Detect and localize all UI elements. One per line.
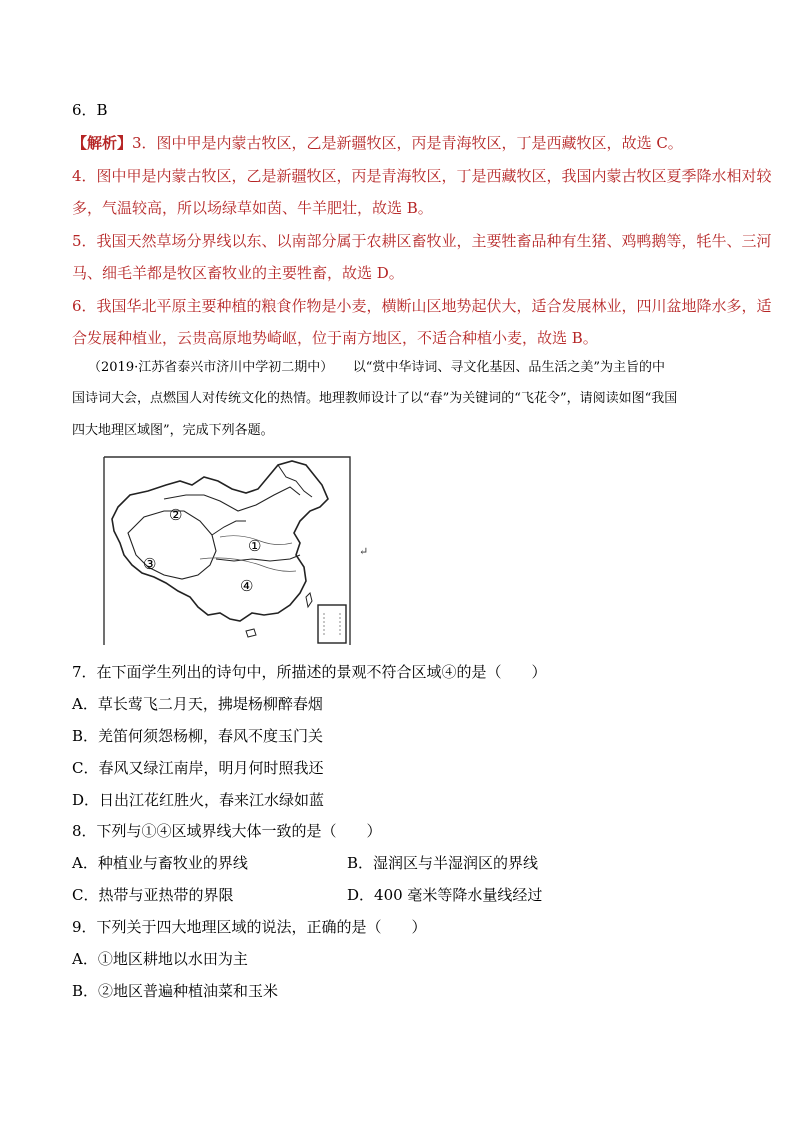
- q9-option-b: B．②地区普遍种植油菜和玉米: [72, 982, 279, 1000]
- south-sea-inset: [318, 605, 346, 643]
- boundary-east-west: [212, 521, 246, 535]
- q8-row-1: [72, 853, 734, 873]
- analysis-tag: 【解析】: [72, 134, 133, 152]
- q7-option-a: A．草长莺飞二月天，拂堤杨柳醉春烟: [72, 695, 323, 713]
- region-1-label: ①: [248, 537, 262, 555]
- q9-stem: 9．下列关于四大地理区域的说法，正确的是（ ）: [72, 918, 427, 936]
- answer-6: 6．B: [72, 101, 108, 119]
- q8-option-b: B．湿润区与半湿润区的界线: [347, 854, 539, 872]
- region-2-label: ②: [169, 506, 183, 524]
- q7-option-d: D．日出江花红胜火，春来江水绿如蓝: [72, 791, 325, 809]
- boundary-north-northwest: [164, 487, 300, 511]
- boundary-north-south: [216, 555, 300, 561]
- q8-option-c: C．热带与亚热带的界限: [72, 886, 234, 904]
- analysis-4-line2: 多，气温较高，所以场绿草如茵、牛羊肥壮，故选 B。: [72, 199, 433, 217]
- q7-stem: 7．在下面学生列出的诗句中，所描述的景观不符合区域④的是（ ）: [72, 663, 547, 681]
- analysis-3-text: 3．图中甲是内蒙古牧区，乙是新疆牧区，丙是青海牧区，丁是西藏牧区，故选 C。: [132, 134, 683, 152]
- analysis-4-line1: 4．图中甲是内蒙古牧区，乙是新疆牧区，丙是青海牧区，丁是西藏牧区，我国内蒙古牧区夏季降水相对较: [72, 167, 772, 185]
- china-regions-map: [100, 455, 356, 648]
- analysis-6-line1: 6．我国华北平原主要种植的粮食作物是小麦，横断山区地势起伏大，适合发展林业，四川盆地降水多，适: [72, 297, 772, 315]
- taiwan-island: [306, 593, 312, 607]
- q7-option-c: C．春风又绿江南岸，明月何时照我还: [72, 759, 324, 777]
- hainan-island: [246, 629, 256, 637]
- q8-row-2: [72, 885, 734, 905]
- region-3-label: ③: [143, 555, 157, 573]
- analysis-6-line2: 合发展种植业，云贵高原地势崎岖，位于南方地区，不适合种植小麦，故选 B。: [72, 329, 598, 347]
- question-intro-line1: （2019·江苏省泰兴市济川中学初二期中） 以“赏中华诗词、寻文化基因、品生活之美”为主旨的中: [88, 360, 666, 375]
- q9-option-a: A．①地区耕地以水田为主: [72, 950, 248, 968]
- q8-stem: 8．下列与①④区域界线大体一致的是（ ）: [72, 822, 382, 840]
- return-mark-icon: ↵: [359, 545, 369, 558]
- china-outline: [112, 461, 328, 621]
- q8-option-a: A．种植业与畜牧业的界线: [72, 854, 248, 872]
- analysis-5-line2: 马、细毛羊都是牧区畜牧业的主要牲畜，故选 D。: [72, 264, 404, 282]
- q8-option-d: D．400 毫米等降水量线经过: [347, 886, 543, 904]
- region-4-label: ④: [240, 577, 254, 595]
- analysis-3: [72, 133, 734, 153]
- q7-option-b: B．羌笛何须怨杨柳，春风不度玉门关: [72, 727, 324, 745]
- analysis-5-line1: 5．我国天然草场分界线以东、以南部分属于农耕区畜牧业，主要牲畜品种有生猪、鸡鸭鹅等，牦牛、三河: [72, 232, 772, 250]
- question-intro-line3: 四大地理区域图”，完成下列各题。: [72, 423, 274, 438]
- question-intro-line2: 国诗词大会，点燃国人对传统文化的热情。地理教师设计了以“春”为关键词的“飞花令”，请阅读如图“我国: [72, 391, 678, 406]
